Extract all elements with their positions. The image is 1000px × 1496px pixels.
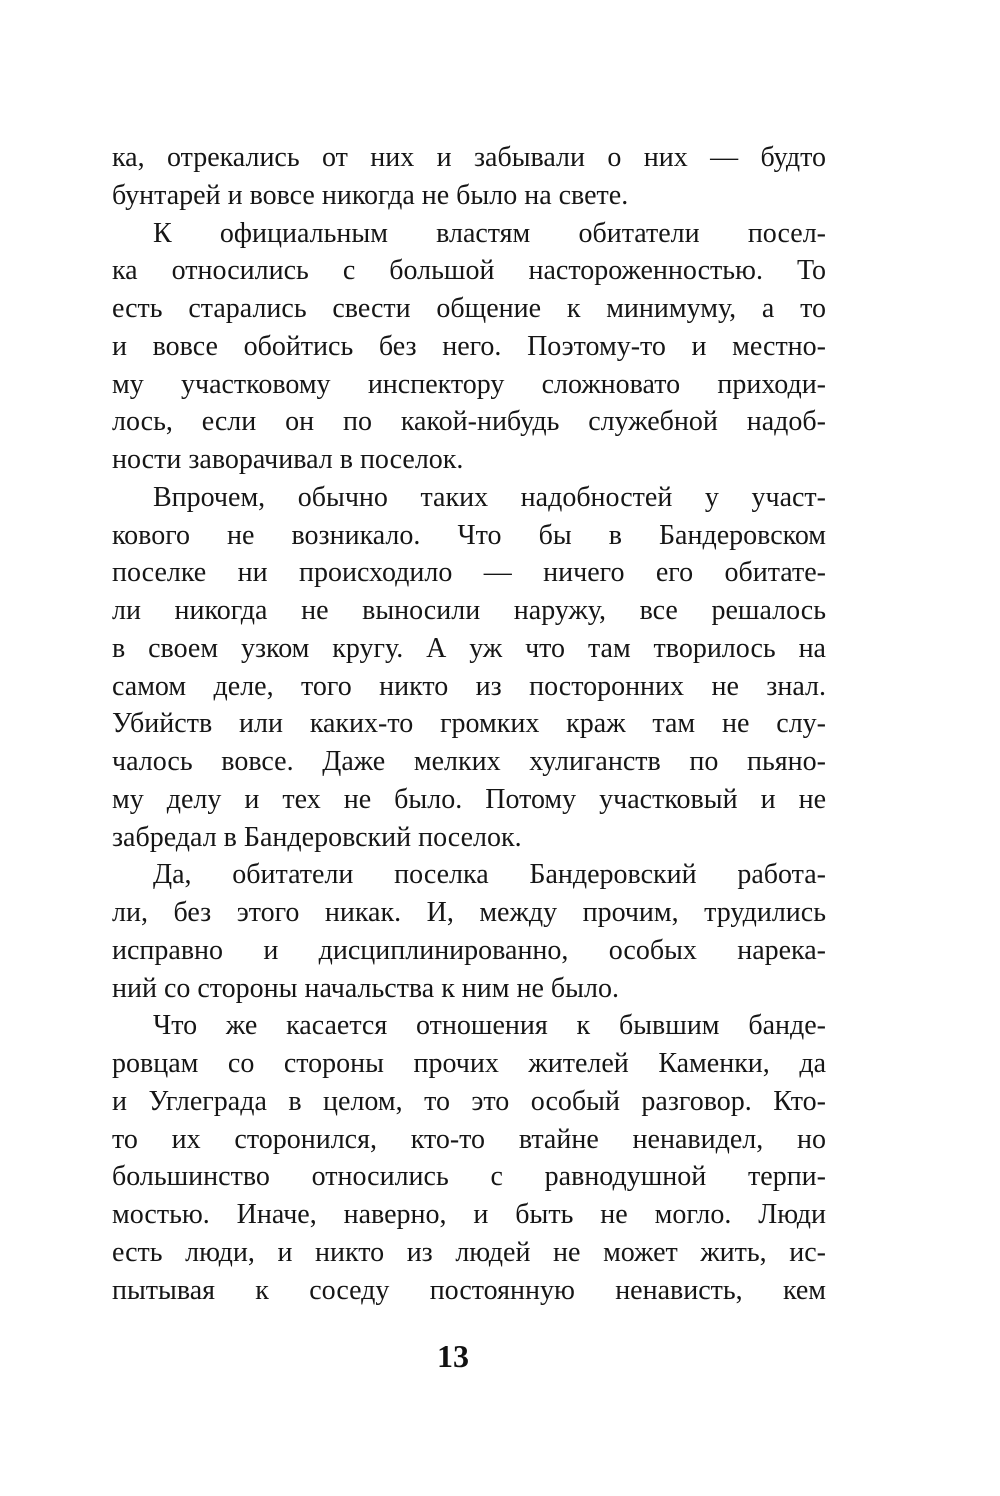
text-line: и Углеграда в целом, то это особый разговор. Кто- <box>112 1085 826 1117</box>
text-line: то их сторонился, кто-то втайне ненавидел, но <box>112 1123 826 1155</box>
text-line: самом деле, того никто из посторонних не знал. <box>112 670 826 702</box>
text-line: ли никогда не выносили наружу, все решалось <box>112 595 826 626</box>
text-line: чалось вовсе. Даже мелких хулиганств по пьяно- <box>112 746 826 777</box>
text-line: в своем узком кругу. А уж что там творилось на <box>112 632 826 664</box>
text-line: му делу и тех не было. Потому участковый и не <box>112 783 826 815</box>
text-line: кового не возникало. Что бы в Бандеровском <box>112 519 826 551</box>
text-line: большинство относились с равнодушной терпи- <box>112 1161 826 1193</box>
text-line: ли, без этого никак. И, между прочим, трудились <box>112 897 826 928</box>
text-line: Убийств или каких-то громких краж там не слу- <box>112 708 826 740</box>
text-line: Что же касается отношения к бывшим банде- <box>153 1010 826 1042</box>
text-line: бунтарей и вовсе никогда не было на свете. <box>112 179 629 211</box>
text-line: Впрочем, обычно таких надобностей у участ- <box>153 481 826 513</box>
text-line: ности заворачивал в поселок. <box>112 444 464 475</box>
text-line: поселке ни происходило — ничего его обитате- <box>112 557 826 589</box>
text-line: ровцам со стороны прочих жителей Каменки, да <box>112 1048 826 1079</box>
text-line: мостью. Иначе, наверно, и быть не могло. Люди <box>112 1199 826 1230</box>
text-line: лось, если он по какой-нибудь служебной надоб- <box>112 406 826 438</box>
text-line: Да, обитатели поселка Бандеровский работа- <box>153 859 826 891</box>
text-line: ка, отрекались от них и забывали о них — будто <box>112 142 826 173</box>
text-line: исправно и дисциплинированно, особых нарека- <box>112 934 826 966</box>
text-line: ка относились с большой настороженностью. То <box>112 255 826 287</box>
text-line: му участковому инспектору сложновато приходи- <box>112 368 826 400</box>
text-line: ний со стороны начальства к ним не было. <box>112 972 619 1004</box>
page-body-text <box>112 139 826 1309</box>
text-line: и вовсе обойтись без него. Поэтому-то и местно- <box>112 330 826 362</box>
text-line: К официальным властям обитатели посел- <box>153 217 826 249</box>
text-line: забредал в Бандеровский поселок. <box>112 821 522 853</box>
page-number: 13 <box>437 1338 469 1374</box>
text-line: пытывая к соседу постоянную ненависть, кем <box>112 1274 826 1306</box>
text-line: есть старались свести общение к минимуму, а то <box>112 293 826 324</box>
text-line: есть люди, и никто из людей не может жить, ис- <box>112 1236 826 1268</box>
